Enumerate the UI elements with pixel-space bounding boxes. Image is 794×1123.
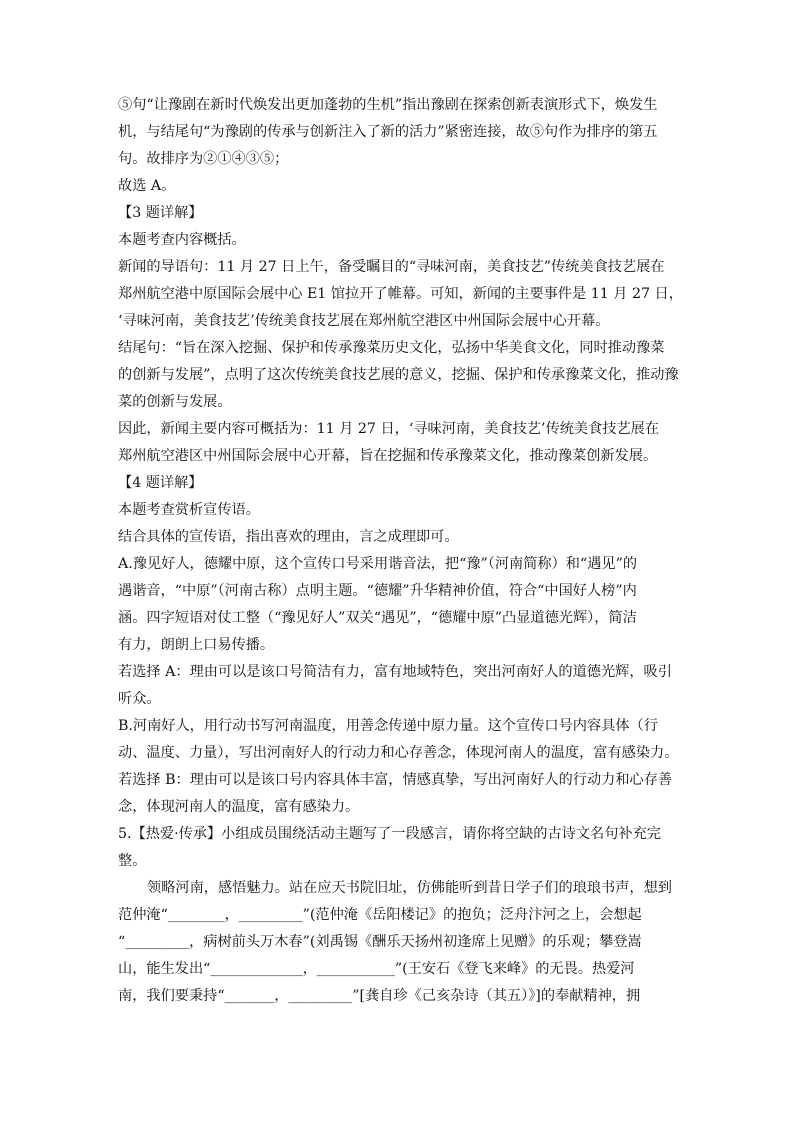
text-line: 因此，新闻主要内容可概括为：11 月 27 日，‘寻味河南，美食技艺’传统美食技艺展在	[118, 421, 660, 437]
text-line: ⑤句“让豫剧在新时代焕发出更加蓬勃的生机”指出豫剧在探索创新表演形式下，焕发生	[118, 97, 658, 113]
text-line: 听众。	[118, 691, 161, 707]
section-heading: 【3 题详解】	[118, 205, 203, 221]
passage-line: 山，能生发出“_____________，___________”(王安石《登飞来峰》的无畏。热爱河	[118, 961, 635, 977]
text-line: B.河南好人，用行动书写河南温度，用善念传递中原力量。这个宣传口号内容具体（行	[118, 718, 658, 734]
text-line: 结合具体的宣传语，指出喜欢的理由，言之成理即可。	[118, 529, 459, 545]
text-line: A.豫见好人，德耀中原，这个宣传口号采用谐音法，把“豫”（河南简称）和“遇见”的	[118, 556, 638, 572]
text-line: 郑州航空港中原国际会展中心 E1 馆拉开了帷幕。可知，新闻的主要事件是 11 月 27 日，	[118, 286, 683, 302]
text-line: 本题考查赏析宣传语。	[118, 502, 260, 518]
text-line: 本题考查内容概括。	[118, 232, 246, 248]
text-line: 若选择 B：理由可以是该口号内容具体丰富，情感真挚，写出河南好人的行动力和心存善	[118, 772, 673, 788]
passage-line: 范仲淹“________，_________”(范仲淹《岳阳楼记》的抱负；泛舟汴河之上，会想起	[118, 907, 642, 923]
text-line: 结尾句：“旨在深入挖掘、保护和传承豫菜历史文化，弘扬中华美食文化，同时推动豫菜	[118, 340, 665, 356]
document-page	[118, 92, 684, 1010]
text-line: 菜的创新与发展。	[118, 394, 232, 410]
text-line: 若选择 A：理由可以是该口号简洁有力，富有地域特色，突出河南好人的道德光辉，吸引	[118, 664, 672, 680]
text-line: 念，体现河南人的温度，富有感染力。	[118, 799, 360, 815]
passage-line: “_________，病树前头万木春”(刘禹锡《酬乐天扬州初逢席上见赠》的乐观；攀登嵩	[118, 934, 642, 950]
question-line: 整。	[118, 853, 147, 869]
text-line: 句。故排序为②①④③⑤；	[118, 151, 289, 167]
question-line: 5.【热爱·传承】小组成员围绕活动主题写了一段感言，请你将空缺的古诗文名句补充完	[118, 826, 661, 842]
section-heading: 【4 题详解】	[118, 475, 203, 491]
passage-line: 南，我们要秉持“_______，_________”[龚自珍《己亥杂诗（其五）》]的奉献精神，拥	[118, 988, 641, 1004]
passage-line: 领略河南，感悟魅力。站在应天书院旧址，仿佛能听到昔日学子们的琅琅书声，想到	[147, 880, 672, 896]
text-line: 故选 A。	[118, 178, 176, 194]
text-line: 机，与结尾句“为豫剧的传承与创新注入了新的活力”紧密连接，故⑤句作为排序的第五	[118, 124, 658, 140]
text-line: 动、温度、力量），写出河南好人的行动力和心存善念，体现河南人的温度，富有感染力。	[118, 745, 679, 761]
text-line: 涵。四字短语对仗工整（“豫见好人”双关“遇见”，“德耀中原”凸显道德光辉），简洁	[118, 610, 637, 626]
text-line: 有力，朗朗上口易传播。	[118, 637, 275, 653]
text-line: 遇谐音，“中原”（河南古称）点明主题。“德耀”升华精神价值，符合“中国好人榜”内	[118, 583, 637, 599]
text-line: 新闻的导语句：11 月 27 日上午，备受瞩目的“寻味河南，美食技艺”传统美食技艺展在	[118, 259, 665, 275]
text-line: ‘寻味河南，美食技艺’传统美食技艺展在郑州航空港区中州国际会展中心开幕。	[118, 313, 610, 329]
text-line: 的创新与发展”，点明了这次传统美食技艺展的意义，挖掘、保护和传承豫菜文化，推动豫	[118, 367, 679, 383]
text-line: 郑州航空港区中州国际会展中心开幕，旨在挖掘和传承豫菜文化，推动豫菜创新发展。	[118, 448, 658, 464]
